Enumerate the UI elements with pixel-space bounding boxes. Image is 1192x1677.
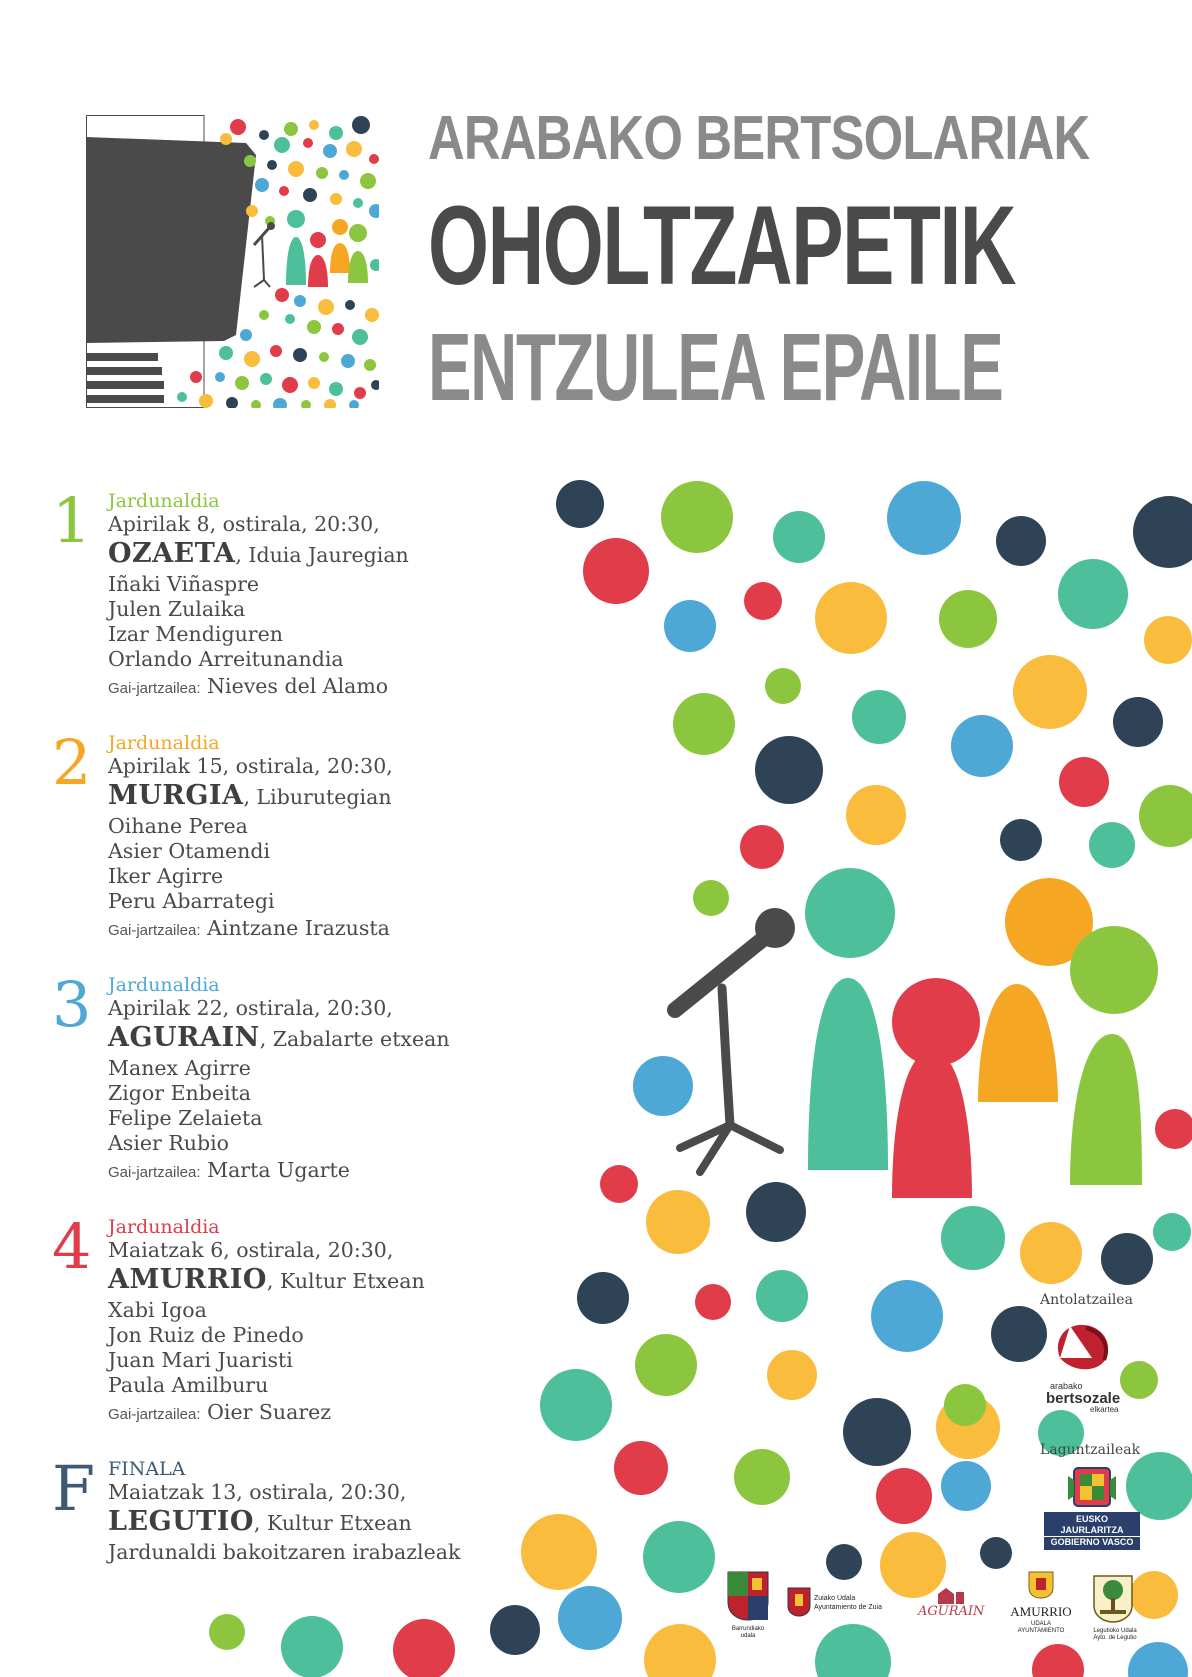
performer: Xabi Igoa [108,1298,207,1322]
session-town: OZAETA [108,538,236,569]
session-number: 4 [52,1210,92,1283]
session-number: 2 [52,726,92,799]
performer: Asier Rubio [108,1131,229,1155]
zuia-line-1: Zuiako Udala [814,1595,856,1602]
organizer-label: Antolatzailea [1040,1292,1133,1308]
topic-setter-name: Marta Ugarte [207,1158,350,1182]
header-line-3: ENTZULEA EPAILE [428,314,1003,421]
bertsozale-mark-icon [1046,1318,1136,1378]
final-town: LEGUTIO [108,1506,254,1537]
organizer-logo-text-3: elkartea [1090,1405,1119,1414]
session-place [108,1021,568,1056]
zuia-logo [786,1586,882,1626]
performer: Jon Ruiz de Pinedo [108,1323,304,1347]
session-label: Jardunaldia [108,732,220,754]
header-line-2: OHOLTZAPETIK [428,183,1016,308]
session-town: MURGIA [108,780,244,811]
audience-figures [805,868,1158,1198]
session-place [108,779,568,814]
performer: Asier Otamendi [108,839,271,863]
performer: Iker Agirre [108,864,224,888]
final-letter: F [52,1452,96,1525]
topic-setter-name: Oier Suarez [207,1400,332,1424]
session-venue: , Zabalarte etxean [259,1027,450,1051]
session-venue: , Liburutegian [243,785,392,809]
agurain-text: AGURAIN [918,1604,985,1619]
session-town: AGURAIN [108,1022,260,1053]
barrundia-shield-icon [724,1570,772,1622]
topic-setter-label: Gai-jartzailea: [108,1164,201,1181]
agurain-building-icon [934,1586,974,1606]
session-town: AMURRIO [108,1264,267,1295]
eusko-jaurlaritza-logo [1044,1466,1140,1547]
amurrio-line-1: AMURRIO [1010,1604,1072,1619]
ej-line-1: EUSKO JAURLARITZA [1060,1514,1124,1535]
final-date: Maiatzak 13, ostirala, 20:30, [108,1480,407,1504]
legutio-tree-icon [1090,1570,1136,1624]
final-venue: , Kultur Etxean [253,1511,412,1535]
session-venue: , Kultur Etxean [266,1269,425,1293]
performer: Peru Abarrategi [108,889,275,913]
performer: Iñaki Viñaspre [108,572,260,596]
topic-setter [108,1156,568,1187]
agurain-logo [916,1586,992,1626]
barrundia-text: Barrundiako udala [731,1626,765,1639]
performer: Oihane Perea [108,814,248,838]
final-place [108,1505,568,1540]
final-note: Jardunaldi bakoitzaren irabazleak [108,1540,461,1564]
amurrio-line-2: UDALA [1030,1621,1051,1627]
ej-line-2: GOBIERNO VASCO [1044,1536,1140,1548]
amurrio-logo [1004,1570,1078,1642]
session-place [108,1263,568,1298]
microphone-icon [675,908,795,1172]
session-label: Jardunaldia [108,974,220,996]
session-date: Apirilak 8, ostirala, 20:30, [108,512,380,536]
zuia-line-2: Ayuntamiento de Zuia [814,1604,882,1611]
amurrio-line-3: AYUNTAMIENTO [1017,1628,1065,1634]
performer: Julen Zulaika [108,597,246,621]
performer: Zigor Enbeita [108,1081,252,1105]
amurrio-shield-icon [1026,1570,1056,1600]
session-venue: , Iduia Jauregian [235,543,409,567]
organizer-logo-text-2: bertsozale [1046,1390,1121,1407]
topic-setter [108,914,568,945]
session-place [108,537,568,572]
session-date: Apirilak 22, ostirala, 20:30, [108,996,393,1020]
legutio-logo [1090,1570,1140,1644]
barrundia-logo [724,1570,772,1642]
session-number: 1 [52,484,92,557]
performer: Izar Mendiguren [108,622,283,646]
topic-setter-label: Gai-jartzailea: [108,680,201,697]
performer: Felipe Zelaieta [108,1106,263,1130]
topic-setter-label: Gai-jartzailea: [108,922,201,939]
session-date: Apirilak 15, ostirala, 20:30, [108,754,393,778]
performer: Paula Amilburu [108,1373,269,1397]
topic-setter [108,1398,568,1429]
zuia-shield-icon [786,1586,812,1618]
session-date: Maiatzak 6, ostirala, 20:30, [108,1238,394,1262]
session-label: Jardunaldia [108,1216,220,1238]
performer: Manex Agirre [108,1056,251,1080]
legutio-line-1: Legutioko Udala [1093,1628,1137,1634]
oholtzapetik-logo [86,115,379,408]
organizer-logo-text-1: arabako [1050,1381,1083,1391]
bertsozale-logo [1046,1318,1136,1414]
final-label: FINALA [108,1458,186,1480]
session-number: 3 [52,968,92,1041]
topic-setter-label: Gai-jartzailea: [108,1406,201,1423]
topic-setter-name: Nieves del Alamo [207,674,389,698]
header-line-1: ARABAKO BERTSOLARIAK [428,104,1090,173]
session-label: Jardunaldia [108,490,220,512]
performer: Juan Mari Juaristi [108,1348,293,1372]
topic-setter [108,672,568,703]
basque-shield-icon [1044,1466,1140,1508]
legutio-line-2: Ayto. de Legutio [1093,1635,1137,1641]
supporters-label: Laguntzaileak [1040,1442,1141,1458]
performer: Orlando Arreitunandia [108,647,344,671]
topic-setter-name: Aintzane Irazusta [207,916,390,940]
